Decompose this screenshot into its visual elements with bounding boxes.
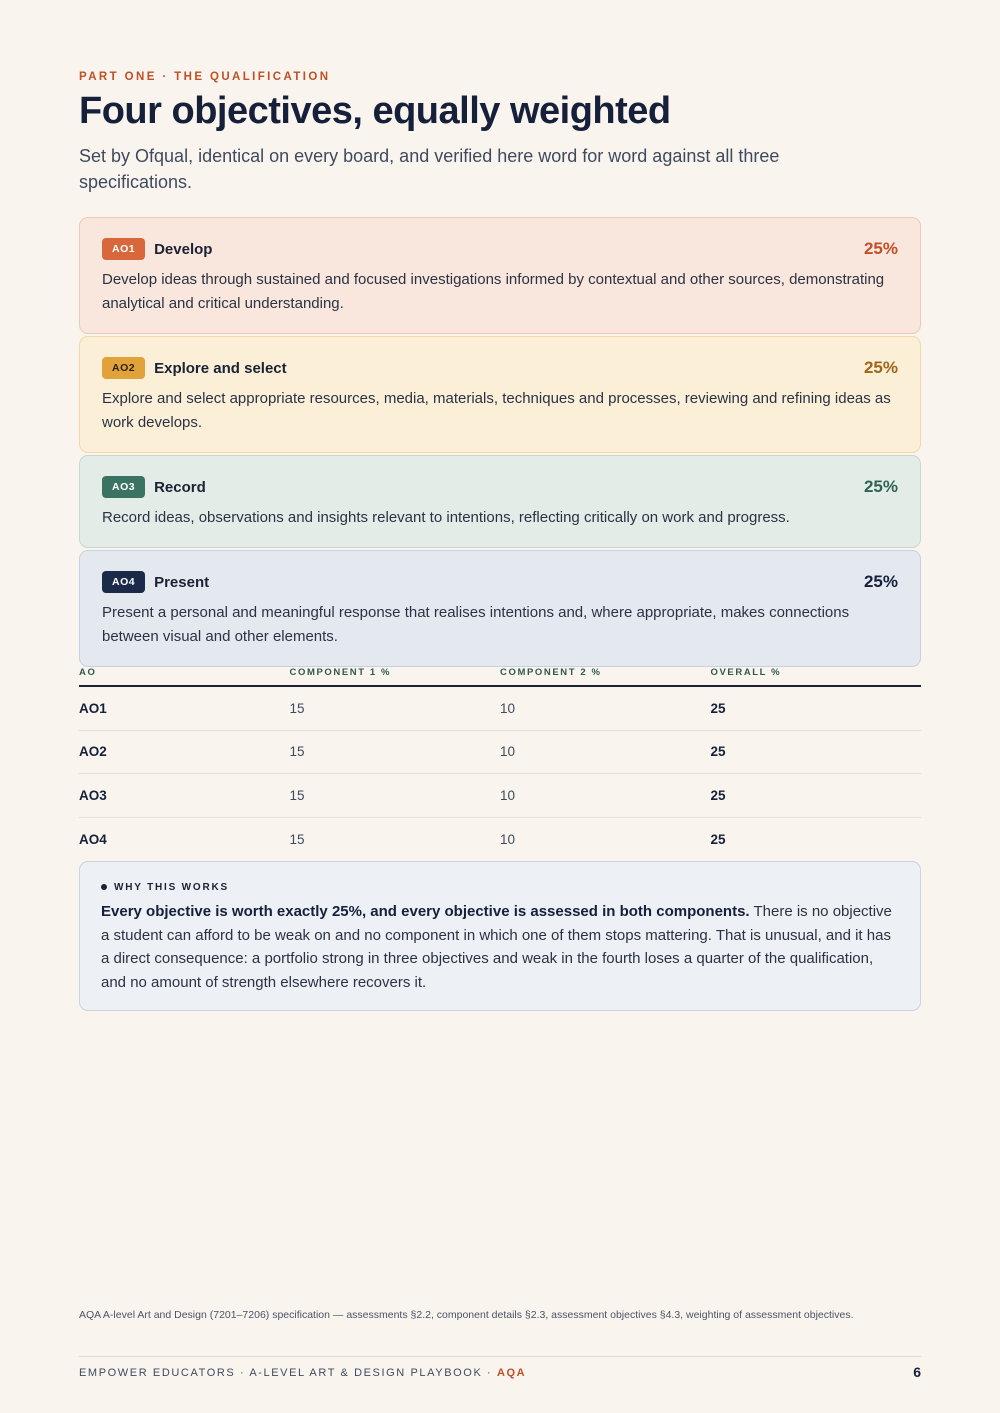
page-number: 6 [913, 1364, 921, 1380]
objective-description: Develop ideas through sustained and focused investigations informed by contextual and other sources, demonstrating analytical and critical understanding. [102, 271, 885, 312]
objective-card-ao2 [79, 336, 921, 453]
ao-badge: AO3 [102, 476, 145, 498]
footer [79, 1367, 921, 1379]
table-header [79, 666, 921, 687]
ao-badge: AO2 [102, 357, 145, 379]
objective-name: Present [154, 573, 210, 591]
page-title: Four objectives, equally weighted [79, 90, 671, 132]
table-row [79, 818, 921, 862]
objective-cards [79, 217, 921, 669]
callout-lead: Every objective is worth exactly 25%, and every objective is assessed in both components. [101, 903, 750, 920]
objective-card-ao1 [79, 217, 921, 334]
callout-kicker-label: WHY THIS WORKS [114, 881, 230, 893]
why-this-works-callout [79, 861, 921, 1011]
cell-component-1: 15 [289, 744, 305, 760]
weighting-table [79, 666, 921, 861]
column-header: AO [79, 667, 97, 678]
objective-weight: 25% [863, 477, 898, 496]
table-row [79, 731, 921, 775]
callout-body [101, 900, 899, 994]
page-subtitle: Set by Ofqual, identical on every board, and verified here word for word against all three specifications. [79, 146, 780, 192]
cell-component-2: 10 [500, 787, 516, 803]
cell-component-2: 10 [500, 744, 516, 760]
column-header: OVERALL % [710, 667, 782, 678]
objective-name: Record [154, 478, 206, 496]
objective-weight: 25% [863, 358, 898, 377]
cell-component-2: 10 [500, 831, 516, 847]
cell-component-1: 15 [289, 831, 305, 847]
cell-overall: 25 [710, 787, 726, 803]
objective-description: Explore and select appropriate resources, media, materials, techniques and processes, reviewing and refining ideas as work develops. [102, 390, 891, 431]
footer-divider [79, 1356, 921, 1357]
cell-ao: AO3 [79, 787, 107, 803]
cell-ao: AO4 [79, 831, 107, 847]
cell-component-1: 15 [289, 787, 305, 803]
bullet-dot-icon [101, 884, 107, 890]
callout-kicker [101, 880, 899, 894]
cell-ao: AO2 [79, 744, 107, 760]
column-header: COMPONENT 2 % [500, 667, 602, 678]
objective-card-ao4 [79, 550, 921, 667]
footer-brand: AQA [496, 1367, 527, 1379]
cell-overall: 25 [710, 831, 726, 847]
ao-badge: AO4 [102, 571, 145, 593]
cell-component-2: 10 [500, 700, 516, 716]
cell-component-1: 15 [289, 700, 305, 716]
objective-name: Develop [154, 240, 213, 258]
objective-weight: 25% [863, 572, 898, 591]
objective-card-ao3 [79, 455, 921, 548]
callout-text: There is no objective a student can afford to be weak on and no component in which one of them stops mattering. That is unusual, and it has a direct consequence: a portfolio strong in three objectives and weak in the fourth loses a quarter of the qualification, and no amount of strength elsewhere recovers it. [101, 903, 892, 991]
table-row [79, 687, 921, 731]
objective-description: Record ideas, observations and insights relevant to intentions, reflecting critically on work and progress. [102, 509, 790, 526]
source-note: AQA A-level Art and Design (7201–7206) specification — assessments §2.2, component details §2.3, assessment objectives §4.3, weighting of assessment objectives. [79, 1309, 854, 1321]
cell-overall: 25 [710, 700, 726, 716]
cell-overall: 25 [710, 744, 726, 760]
table-row [79, 774, 921, 818]
cell-ao: AO1 [79, 700, 107, 716]
section-eyebrow: PART ONE · THE QUALIFICATION [79, 71, 331, 83]
footer-text: EMPOWER EDUCATORS · A-LEVEL ART & DESIGN PLAYBOOK · [79, 1367, 497, 1379]
objective-name: Explore and select [154, 359, 287, 377]
column-header: COMPONENT 1 % [289, 667, 392, 678]
ao-badge: AO1 [102, 238, 145, 260]
objective-description: Present a personal and meaningful response that realises intentions and, where appropriate, makes connections between visual and other elements. [102, 604, 850, 645]
objective-weight: 25% [863, 239, 898, 258]
